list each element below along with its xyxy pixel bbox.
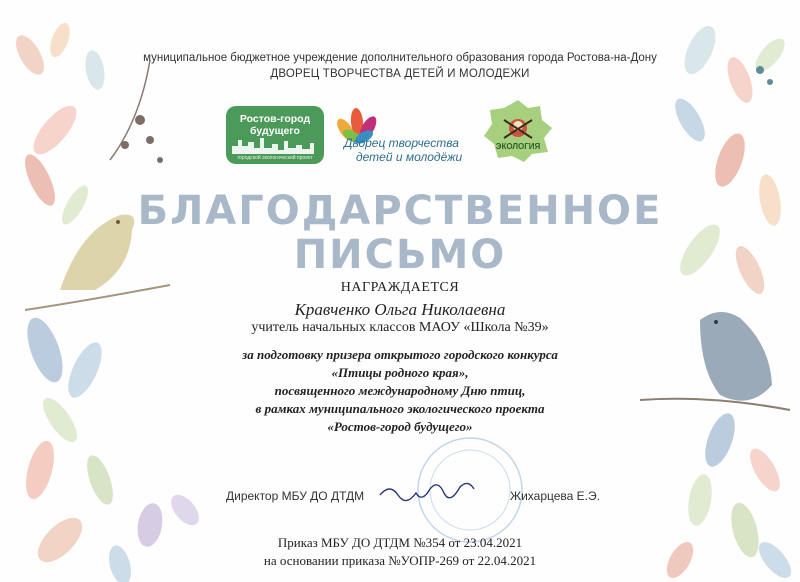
awarded-label: НАГРАЖДАЕТСЯ xyxy=(340,280,460,295)
city-skyline-icon xyxy=(232,136,318,154)
reason-line: в рамках муниципального экологического проекта xyxy=(255,401,545,416)
signatory-name: Жихарцева Е.Э. xyxy=(510,489,600,503)
org-line: муниципальное бюджетное учреждение дополнительного образования города Ростова-на-Дону xyxy=(143,52,657,64)
order-line-1: Приказ МБУ ДО ДТДМ №354 от 23.04.2021 xyxy=(277,535,523,550)
recipient-name: Кравченко Ольга Николаевна xyxy=(294,300,506,319)
title-line-2: ПИСЬМО xyxy=(293,232,507,278)
ecology-logo: ЭКОЛОГИЯ xyxy=(482,98,554,162)
signature-scribble xyxy=(380,483,474,500)
order-line-2: на основании приказа №УОПР-269 от 22.04.2021 xyxy=(263,553,537,568)
signatory-title: Директор МБУ ДО ДТДМ xyxy=(226,489,365,503)
reason-line: посвященного международному Дню птиц, xyxy=(274,383,526,398)
recipient-position: учитель начальных классов МАОУ «Школа №39» xyxy=(251,320,549,335)
rostov-logo: Ростов-город будущего городской экологический проект xyxy=(226,106,324,164)
org-name: ДВОРЕЦ ТВОРЧЕСТВА ДЕТЕЙ И МОЛОДЕЖИ xyxy=(270,68,530,80)
reason-line: «Ростов-город будущего» xyxy=(327,419,473,434)
seal-icon xyxy=(418,438,522,542)
dvorec-logo: Дворец творчества детей и молодёжи xyxy=(332,104,472,166)
ecology-emblem-icon xyxy=(482,98,554,162)
reason-line: за подготовку призера открытого городского конкурса xyxy=(242,347,558,362)
title-line-1: БЛАГОДАРСТВЕННОЕ xyxy=(137,188,663,234)
reason-line: «Птицы родного края», xyxy=(331,365,469,380)
